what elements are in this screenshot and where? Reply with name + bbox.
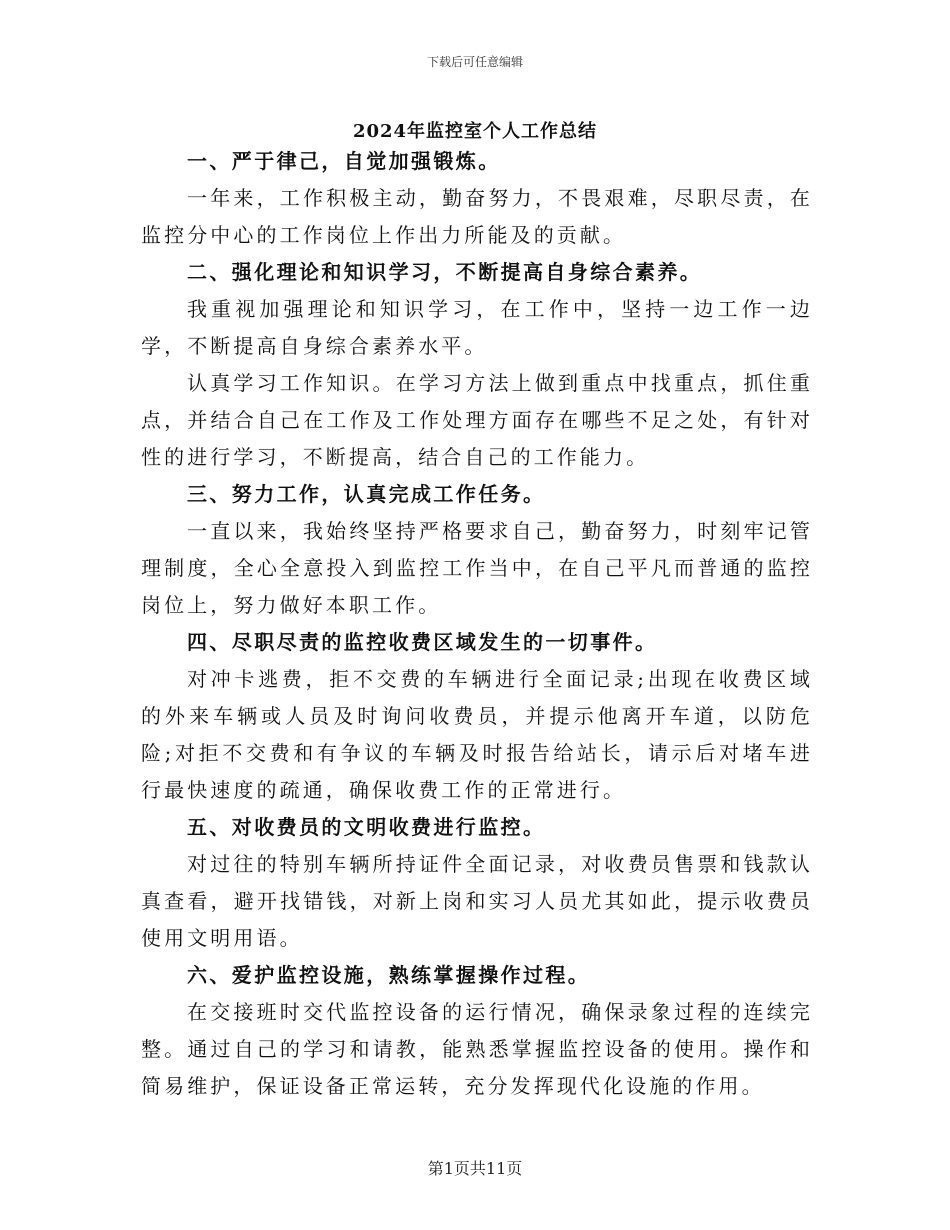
section-5-paragraph-1: 对过往的特别车辆所持证件全面记录，对收费员售票和钱款认真查看，避开找错钱，对新上岗和实习人员尤其如此，提示收费员使用文明用语。 [141, 852, 813, 950]
section-1-heading: 一、严于律己，自觉加强锻炼。 [187, 149, 501, 173]
page-header: 下载后可任意编辑 [426, 55, 523, 69]
section-5-heading: 五、对收费员的文明收费进行监控。 [187, 815, 546, 839]
page-footer: 第1页共11页 [427, 1159, 523, 1178]
section-4-heading: 四、尽职尽责的监控收费区域发生的一切事件。 [187, 630, 658, 654]
section-4-paragraph-1: 对冲卡逃费，拒不交费的车辆进行全面记录;出现在收费区域的外来车辆或人员及时询问收费员，并提示他离开车道，以防危险;对拒不交费和有争议的车辆及时报告给站长，请示后对堵车进行最快速度的疏通，确保收费工作的正常进行。 [141, 667, 813, 802]
document-title: 2024年监控室个人工作总结 [352, 121, 598, 142]
section-3-heading: 三、努力工作，认真完成工作任务。 [187, 482, 546, 506]
section-6-paragraph-1: 在交接班时交代监控设备的运行情况，确保录象过程的连续完整。通过自己的学习和请教，能熟悉掌握监控设备的使用。操作和简易维护，保证设备正常运转，充分发挥现代化设施的作用。 [141, 1000, 813, 1098]
section-2-paragraph-1: 我重视加强理论和知识学习，在工作中，坚持一边工作一边学，不断提高自身综合素养水平。 [141, 297, 813, 358]
section-2-heading: 二、强化理论和知识学习，不断提高自身综合素养。 [187, 260, 703, 284]
section-1-paragraph-1: 一年来，工作积极主动，勤奋努力，不畏艰难，尽职尽责，在监控分中心的工作岗位上作出力所能及的贡献。 [141, 186, 813, 247]
section-2-paragraph-2: 认真学习工作知识。在学习方法上做到重点中找重点，抓住重点，并结合自己在工作及工作处理方面存在哪些不足之处，有针对性的进行学习，不断提高，结合自己的工作能力。 [141, 371, 813, 469]
document-body [141, 143, 813, 1105]
section-6-heading: 六、爱护监控设施，熟练掌握操作过程。 [187, 963, 591, 987]
section-3-paragraph-1: 一直以来，我始终坚持严格要求自己，勤奋努力，时刻牢记管理制度，全心全意投入到监控工作当中，在自己平凡而普通的监控岗位上，努力做好本职工作。 [141, 519, 813, 617]
